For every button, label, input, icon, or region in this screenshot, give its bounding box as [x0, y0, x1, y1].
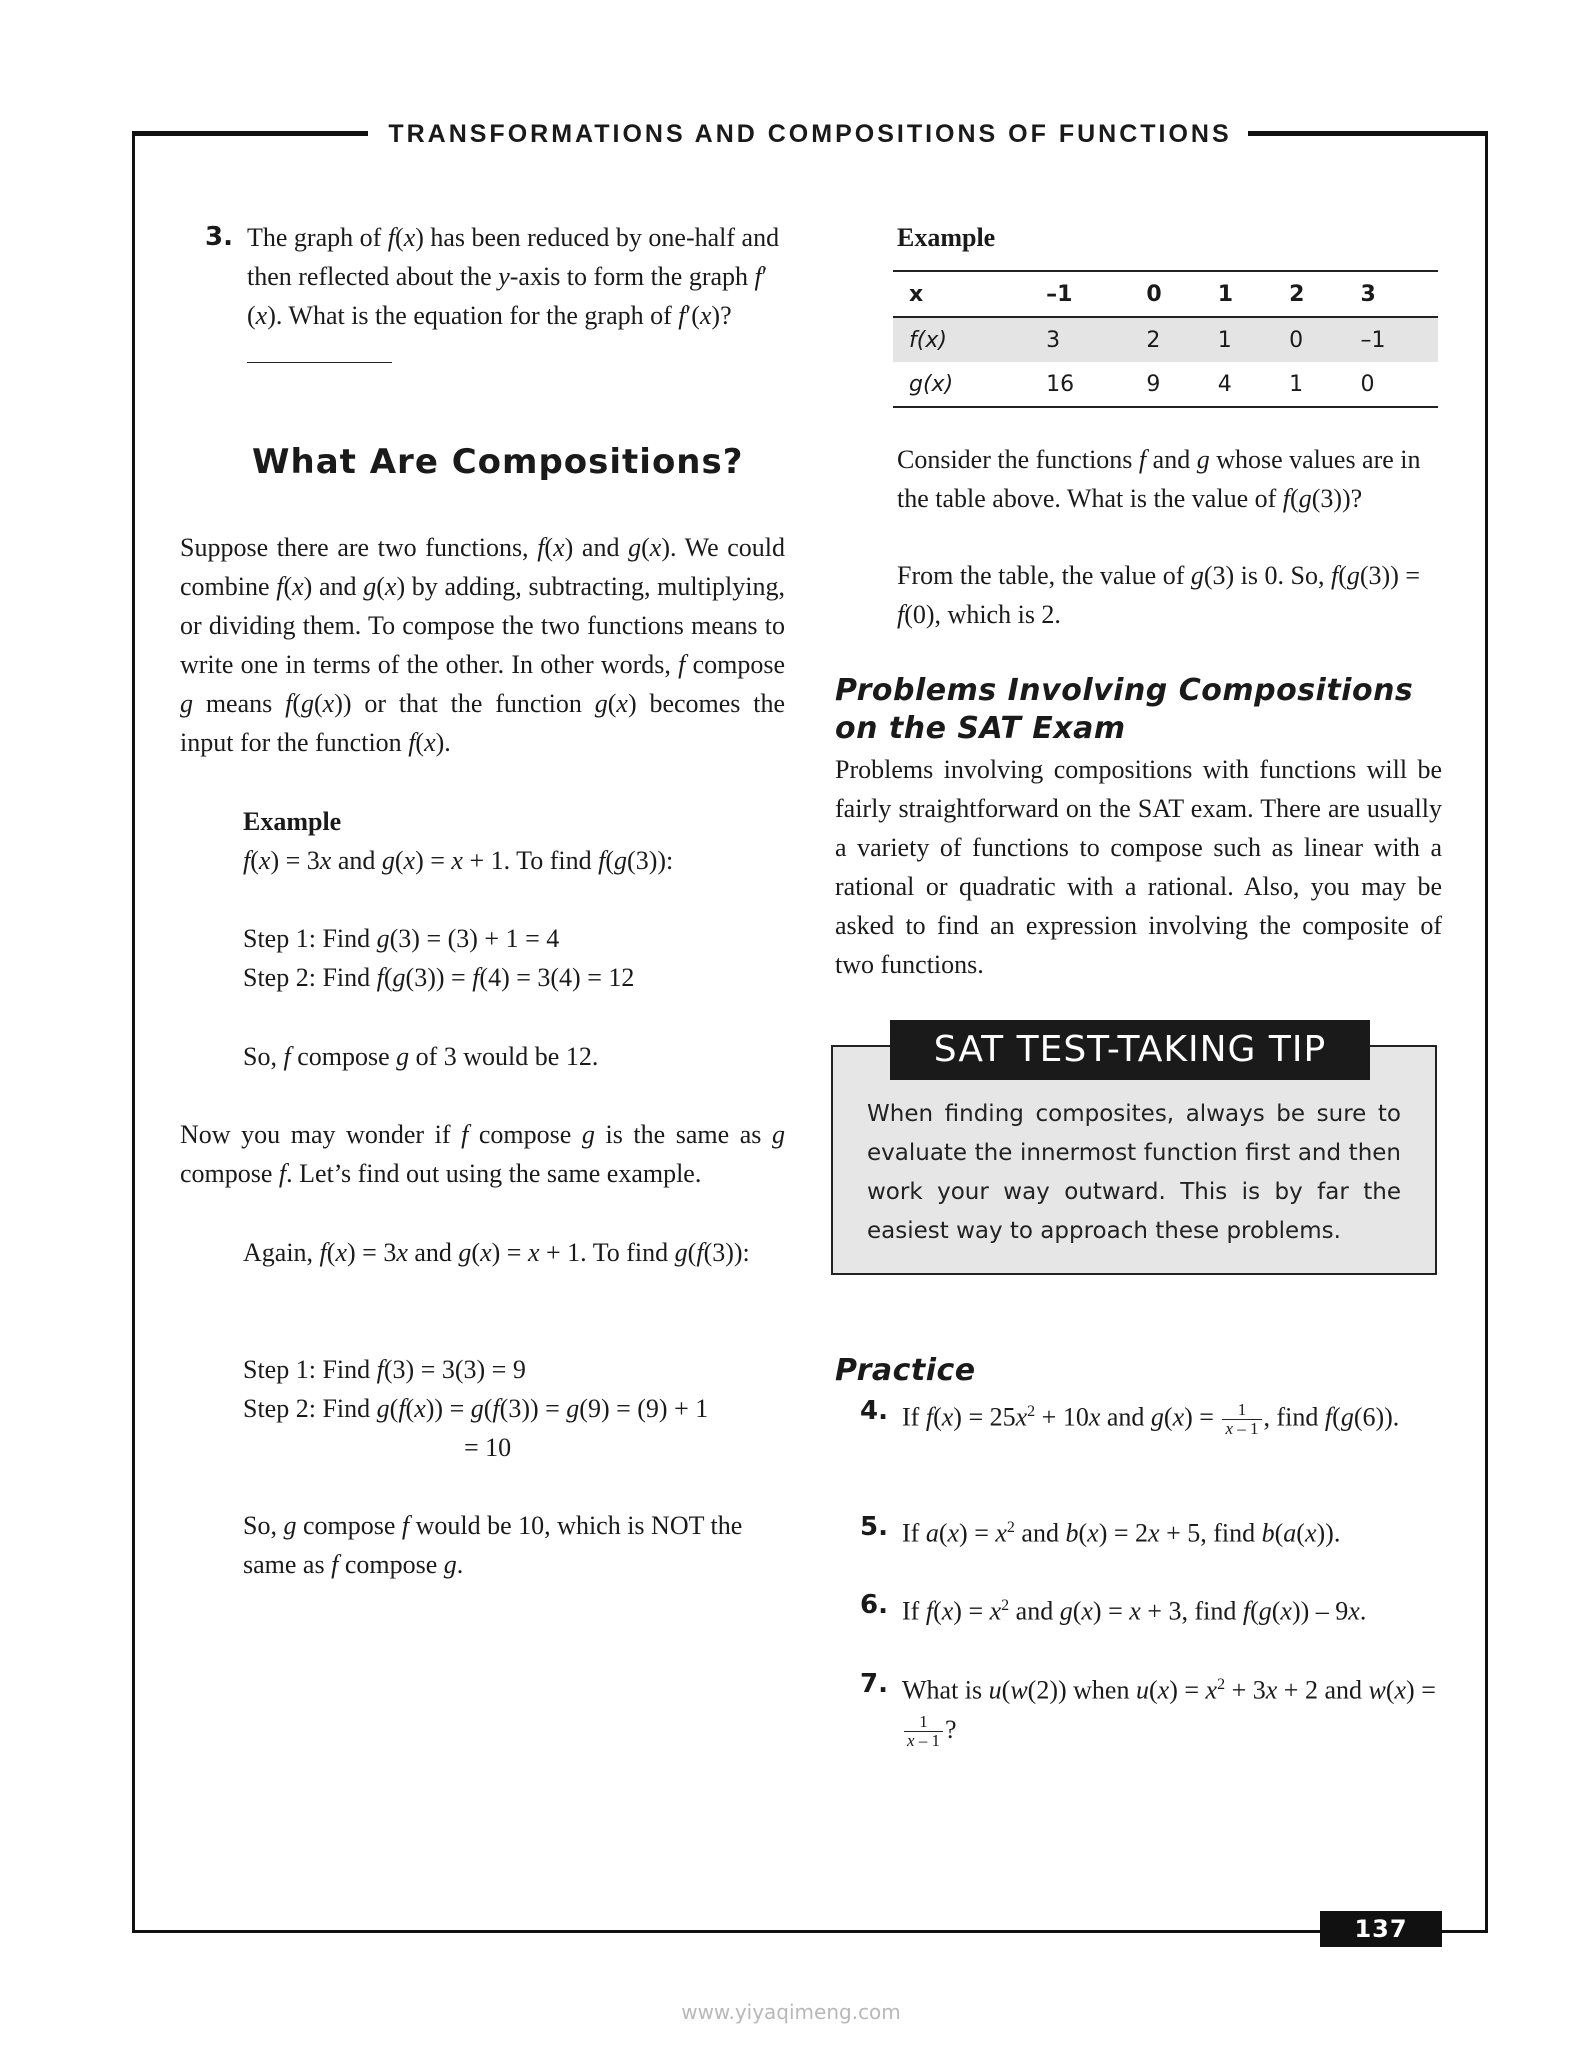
compositions-intro: Suppose there are two functions, f(x) and g(x). We could combine f(x) and g(x) by adding, subtracting, multiplying, or dividing them. To compose the two functions means to write one in terms of the other. In other words, f compose g means f(g(x)) or that the function g(x) becomes the input for the function f(x).: [180, 533, 786, 757]
table-solution: From the table, the value of g(3) is 0. So, f(g(3)) = f(0), which is 2.: [897, 561, 1421, 629]
problem-number: 4.: [860, 1396, 888, 1426]
example-step-1: Step 1: Find g(3) = (3) + 1 = 4: [243, 924, 560, 953]
watermark: www.yiyaqimeng.com: [681, 2000, 901, 2024]
table-cell: 2: [1130, 317, 1201, 362]
table-cell: 1: [1273, 362, 1344, 407]
table-cell: 4: [1202, 362, 1273, 407]
problem-number: 7.: [860, 1669, 888, 1699]
problem-number: 5.: [860, 1512, 888, 1542]
table-header-cell: x: [893, 271, 1030, 317]
example-statement: f(x) = 3x and g(x) = x + 1. To find f(g(3)):: [243, 846, 674, 875]
problem-6-text: If $f(x) = x^2$ and g(x) = x + 3, find f(g(x)) – 9x.: [902, 1596, 1367, 1626]
table-header-row: [893, 271, 1438, 317]
practice-problem-5: [860, 1508, 1440, 1553]
table-row-label: g(x): [893, 362, 1030, 407]
table-row-label: f(x): [893, 317, 1030, 362]
table-cell: 0: [1273, 317, 1344, 362]
practice-problem-4: [860, 1392, 1440, 1438]
example-2-conclusion: So, g compose f would be 10, which is NOT the same as f compose g.: [243, 1511, 743, 1579]
header-rule-right: [1248, 131, 1488, 136]
example-2-statement: Again, f(x) = 3x and g(x) = x + 1. To find g(f(3)):: [243, 1238, 750, 1267]
example-2-step-2-result: = 10: [464, 1433, 512, 1462]
practice-problem-7: [860, 1665, 1440, 1750]
page-number: 137: [1320, 1911, 1442, 1947]
problem-3: [205, 218, 785, 374]
page-frame-left: [132, 131, 135, 1933]
fraction: $\frac{1}{x - 1}$: [904, 1713, 943, 1750]
tip-title: SAT TEST-TAKING TIP: [890, 1020, 1370, 1080]
table-header-cell: 1: [1202, 271, 1273, 317]
step-label: Step 2: Find: [243, 1394, 371, 1423]
table-example-label: Example: [897, 223, 996, 252]
table-cell: –1: [1344, 317, 1438, 362]
problem-3-text: The graph of f(x) has been reduced by one-half and then reflected about the y-axis to form the graph f′(x). What is the equation for the graph of f′(x)?: [247, 218, 785, 374]
table-header-cell: 0: [1130, 271, 1201, 317]
problem-7-text: What is u(w(2)) when $u(x) = x^2 + 3x + 2$ and w(x) = $\frac{1}{x - 1}$ ?: [902, 1675, 1436, 1751]
step-label: Step 1: Find: [243, 924, 371, 953]
page-frame-bottom: [132, 1930, 1488, 1933]
table-cell: 3: [1030, 317, 1130, 362]
example-step-2: Step 2: Find f(g(3)) = f(4) = 3(4) = 12: [243, 963, 635, 992]
example-label: Example: [243, 807, 342, 836]
problem-number: 6.: [860, 1590, 888, 1620]
values-table: [893, 270, 1438, 408]
table-cell: 0: [1344, 362, 1438, 407]
sat-section-text: Problems involving compositions with functions will be fairly straightforward on the SAT exam. There are usually a variety of functions to compose such as linear with a rational or quadratic with a rational. Also, you may be asked to find an expression involving the composite of two functions.: [835, 755, 1442, 979]
section-heading-compositions: What Are Compositions?: [252, 442, 744, 482]
table-cell: 9: [1130, 362, 1201, 407]
table-row: [893, 362, 1438, 407]
table-row: [893, 317, 1438, 362]
example-2-step-1: Step 1: Find f(3) = 3(3) = 9: [243, 1355, 526, 1384]
practice-heading: Practice: [835, 1353, 976, 1388]
problem-5-text: If $a(x) = x^2$ and b(x) = 2x + 5, find b(a(x)).: [902, 1518, 1341, 1548]
table-header-cell: –1: [1030, 271, 1130, 317]
table-cell: 16: [1030, 362, 1130, 407]
problem-4-text: If $f(x) = 25x^2 + 10x$ and g(x) = $\frac{1}{x - 1}$ , find f(g(6)).: [902, 1400, 1400, 1439]
answer-blank[interactable]: [247, 336, 392, 363]
table-header-cell: 2: [1273, 271, 1344, 317]
practice-problem-6: [860, 1586, 1440, 1631]
problem-number: 3.: [205, 222, 233, 252]
sat-section-heading: Problems Involving Compositions on the SAT Exam: [835, 673, 1414, 746]
header-rule-left: [132, 131, 368, 136]
fraction: $\frac{1}{x - 1}$: [1222, 1401, 1261, 1438]
commutativity-question: Now you may wonder if f compose g is the same as g compose f. Let’s find out using the same example.: [180, 1120, 785, 1188]
table-cell: 1: [1202, 317, 1273, 362]
table-header-cell: 3: [1344, 271, 1438, 317]
page-frame-right: [1485, 131, 1488, 1933]
tip-text: When finding composites, always be sure to evaluate the innermost function first and then work your way outward. This is by far the easiest way to approach these problems.: [867, 1101, 1401, 1244]
step-label: Step 2: Find: [243, 963, 371, 992]
running-header: TRANSFORMATIONS AND COMPOSITIONS OF FUNCTIONS: [388, 120, 1232, 148]
example-2-step-2: Step 2: Find g(f(x)) = g(f(3)) = g(9) = (9) + 1: [243, 1394, 709, 1423]
table-question: Consider the functions f and g whose values are in the table above. What is the value of f(g(3))?: [897, 445, 1421, 513]
example-conclusion: So, f compose g of 3 would be 12.: [243, 1042, 599, 1071]
step-label: Step 1: Find: [243, 1355, 371, 1384]
